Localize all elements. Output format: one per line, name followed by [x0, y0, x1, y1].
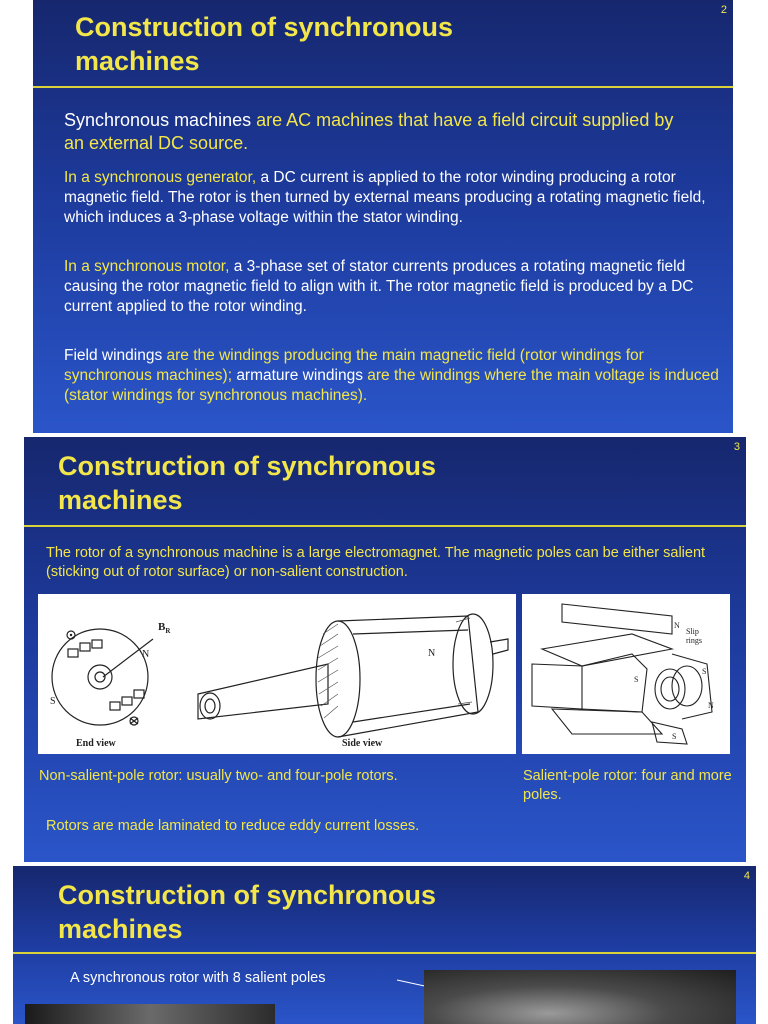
end-view-label: End view	[76, 738, 116, 749]
intro-paragraph: Synchronous machines are AC machines that have a field circuit supplied by an external DC source.	[64, 110, 674, 153]
south-label: S	[50, 696, 56, 707]
south-pole-label-2: S	[702, 667, 707, 676]
rotor-photo-right	[424, 970, 736, 1024]
slide-number: 3	[733, 441, 740, 453]
north-pole-label-2: N	[708, 701, 714, 710]
salient-rotor-figure	[522, 594, 730, 754]
rings-label: rings	[686, 636, 702, 645]
south-pole-label: S	[634, 675, 639, 684]
laminated-note: Rotors are made laminated to reduce eddy current losses.	[46, 818, 420, 834]
title-rule	[33, 86, 733, 88]
salient-caption: Salient-pole rotor: four and more poles.	[523, 768, 732, 803]
slide-title: Construction of synchronous machines	[58, 451, 436, 515]
generator-paragraph: In a synchronous generator, a DC current is applied to the rotor winding producing a rotor magnetic field. The rotor is then turned by external means producing a rotating magnetic field, which induces a 3-phase voltage within the stator winding.	[64, 169, 706, 226]
rotor-drawing	[38, 594, 516, 754]
side-view-label: Side view	[342, 738, 383, 749]
side-view-drawing	[198, 614, 508, 737]
rotor-photo-caption: A synchronous rotor with 8 salient poles	[70, 970, 326, 986]
slide-2	[33, 0, 733, 433]
salient-rotor-drawing	[522, 594, 730, 754]
south-pole-label-3: S	[672, 732, 677, 741]
end-view-drawing	[52, 629, 153, 725]
windings-paragraph: Field windings are the windings producing the main magnetic field (rotor windings for synchronous machines); armature windings are the windings where the main voltage is induced (stator windings for synchronous machines).	[64, 347, 719, 404]
slide-number: 2	[720, 4, 727, 16]
north-pole-label: N	[674, 621, 680, 630]
non-salient-caption: Non-salient-pole rotor: usually two- and four-pole rotors.	[39, 768, 398, 784]
slide-title: Construction of synchronous machines	[75, 12, 453, 76]
title-rule	[24, 525, 746, 527]
slide-3	[24, 437, 746, 862]
slip-label: Slip	[686, 627, 699, 636]
non-salient-rotor-figure	[38, 594, 516, 754]
north-label-side: N	[428, 648, 436, 659]
motor-paragraph: In a synchronous motor, a 3-phase set of stator currents produces a rotating magnetic field causing the rotor magnetic field to align with it. The rotor magnetic field is produced by a DC current applied to the rotor winding.	[64, 258, 694, 315]
br-label: $B_R$	[158, 621, 171, 635]
slide-title: Construction of synchronous machines	[58, 880, 436, 944]
north-label: N	[142, 649, 150, 660]
rotor-intro: The rotor of a synchronous machine is a large electromagnet. The magnetic poles can be either salient (sticking out of rotor surface) or non-salient construction.	[46, 545, 706, 580]
rotor-photo-left	[25, 1004, 275, 1024]
slide-4	[13, 866, 756, 1024]
title-rule	[13, 952, 756, 954]
slide-number: 4	[743, 870, 750, 882]
